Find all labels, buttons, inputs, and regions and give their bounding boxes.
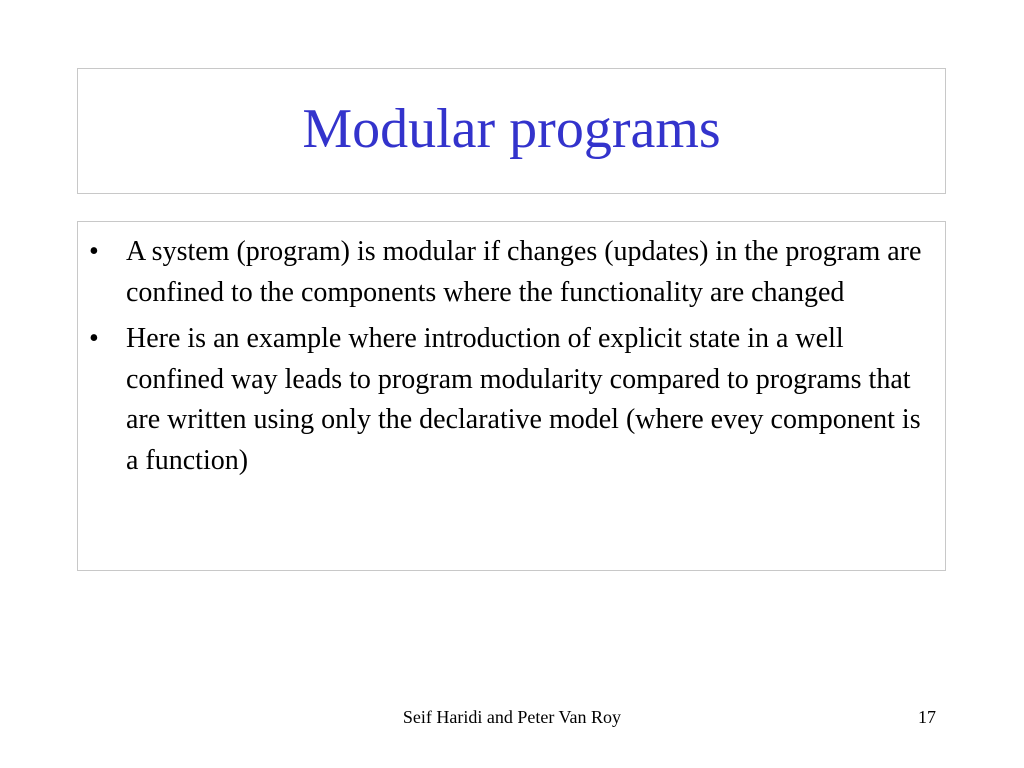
slide-title: Modular programs [302, 98, 721, 160]
bullet-marker: • [89, 236, 99, 267]
bullet-list [78, 222, 945, 481]
title-box [77, 68, 946, 194]
content-box [77, 221, 946, 571]
bullet-item-1 [89, 232, 925, 313]
footer-author: Seif Haridi and Peter Van Roy [402, 707, 622, 727]
bullet-item-2 [89, 319, 925, 481]
bullet-text: Here is an example where introduction of explicit state in a well confined way leads to program modularity compared to programs that are written using only the declarative model (where evey component is a function) [126, 323, 921, 476]
bullet-text: A system (program) is modular if changes (updates) in the program are confined to the components where the functionality are changed [126, 236, 922, 308]
bullet-marker: • [89, 323, 99, 354]
page-number: 17 [918, 707, 936, 727]
